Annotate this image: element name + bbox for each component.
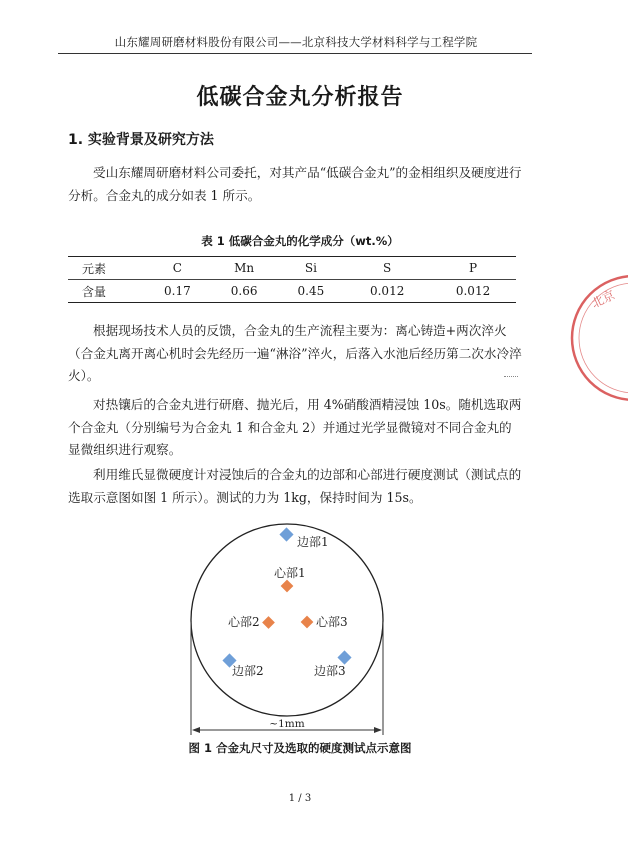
core-point-3-label: 心部3 [316, 615, 348, 629]
dimension-arrow-right [374, 727, 382, 733]
edge-point-3-label: 边部3 [314, 664, 346, 678]
table-header-label: 元素 [68, 257, 144, 280]
table-caption: 表 1 低碳合金丸的化学成分（wt.%） [201, 234, 399, 248]
running-header: 山东耀周研磨材料股份有限公司——北京科技大学材料科学与工程学院 [114, 35, 478, 49]
alloy-ball-outline [191, 524, 383, 716]
dimension-arrow-left [192, 727, 200, 733]
table-value-mn: 0.66 [211, 280, 278, 303]
paragraph-3: 对热镶后的合金丸进行研磨、抛光后，用 4%硝酸酒精浸蚀 10s。随机选取两个合金丸（分别编号为合金丸 1 和合金丸 2）并通过光学显微镜对不同合金丸的显微组织进行观察。 [68, 397, 522, 457]
table-element-p: P [430, 257, 516, 280]
report-title: 低碳合金丸分析报告 [196, 85, 404, 110]
core-point-2-label: 心部2 [228, 615, 260, 629]
edge-point-2-label: 边部2 [232, 664, 264, 678]
table-value-p: 0.012 [430, 280, 516, 303]
page-number: 1 / 3 [288, 793, 312, 804]
paragraph-1: 受山东耀周研磨材料公司委托，对其产品“低碳合金丸”的金相组织及硬度进行分析。合金丸的成分如表 1 所示。 [68, 165, 522, 203]
edge-point-1-marker [279, 527, 293, 541]
table-row-label: 含量 [68, 280, 144, 303]
paragraph-2: 根据现场技术人员的反馈，合金丸的生产流程主要为：离心铸造+两次淬火（合金丸离开离心机时会先经历一遍“淋浴”淬火，后落入水池后经历第二次水冷淬火）。 [68, 323, 522, 383]
edge-point-3-marker [337, 650, 351, 664]
core-point-1-marker [281, 580, 294, 593]
edge-point-1-label: 边部1 [297, 535, 329, 549]
section-heading-1: 1. 实验背景及研究方法 [68, 132, 214, 148]
core-point-3-marker [301, 616, 314, 629]
table-value-c: 0.17 [144, 280, 211, 303]
table-element-si: Si [278, 257, 345, 280]
core-point-2-marker [262, 616, 275, 629]
seal-text: 北京 [589, 287, 618, 311]
table-element-mn: Mn [211, 257, 278, 280]
dimension-label: ~1mm [269, 718, 305, 730]
table-value-s: 0.012 [344, 280, 430, 303]
figure-caption: 图 1 合金丸尺寸及选取的硬度测试点示意图 [188, 741, 412, 755]
table-value-si: 0.45 [278, 280, 345, 303]
paragraph-4: 利用维氏显微硬度计对浸蚀后的合金丸的边部和心部进行硬度测试（测试点的选取示意图如图 1 所示）。测试的力为 1kg，保持时间为 15s。 [68, 467, 522, 505]
core-point-1-label: 心部1 [274, 566, 306, 580]
table-element-s: S [344, 257, 430, 280]
table-element-c: C [144, 257, 211, 280]
seal-stamp [564, 268, 628, 408]
